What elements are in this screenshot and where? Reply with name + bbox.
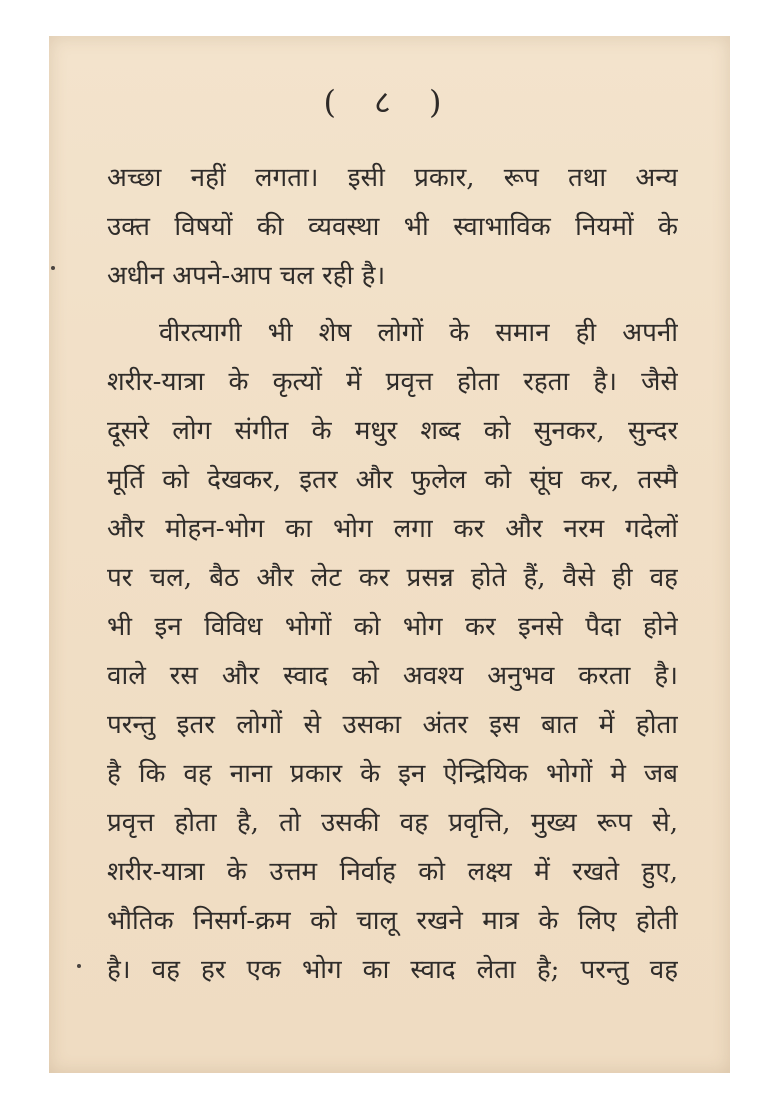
text-line-3: अधीन अपने-आप चल रही है। xyxy=(107,261,386,291)
text-line-8: और मोहन-भोग का भोग लगा कर और नरम गदेलों xyxy=(107,514,678,544)
text-line-14: प्रवृत्त होता है, तो उसकी वह प्रवृत्ति, मुख्य रूप से, xyxy=(107,808,678,838)
text-line-13: है कि वह नाना प्रकार के इन ऐन्द्रियिक भोगों मे जब xyxy=(107,759,678,789)
book-page xyxy=(49,36,730,1073)
ink-speck xyxy=(77,964,81,968)
text-line-17: है। वह हर एक भोग का स्वाद लेता है; परन्तु वह xyxy=(107,955,678,985)
text-line-11: वाले रस और स्वाद को अवश्य अनुभव करता है। xyxy=(107,661,678,691)
text-line-9: पर चल, बैठ और लेट कर प्रसन्न होते हैं, वैसे ही वह xyxy=(107,563,678,593)
text-line-15: शरीर-यात्रा के उत्तम निर्वाह को लक्ष्य में रखते हुए, xyxy=(107,857,678,887)
page-number: ( ८ ) xyxy=(323,83,456,121)
text-line-1: अच्छा नहीं लगता। इसी प्रकार, रूप तथा अन्य xyxy=(107,163,678,193)
text-line-16: भौतिक निसर्ग-क्रम को चालू रखने मात्र के लिए होती xyxy=(107,906,678,936)
text-line-6: दूसरे लोग संगीत के मधुर शब्द को सुनकर, सुन्दर xyxy=(107,416,678,446)
text-line-5: शरीर-यात्रा के कृत्यों में प्रवृत्त होता रहता है। जैसे xyxy=(107,367,678,397)
text-line-10: भी इन विविध भोगों को भोग कर इनसे पैदा होने xyxy=(107,612,678,642)
text-line-4: वीरत्यागी भी शेष लोगों के समान ही अपनी xyxy=(159,318,678,348)
text-line-7: मूर्ति को देखकर, इतर और फुलेल को सूंघ कर, तस्मै xyxy=(107,465,678,495)
text-line-2: उक्त विषयों की व्यवस्था भी स्वाभाविक नियमों के xyxy=(107,212,678,242)
ink-speck xyxy=(51,266,55,270)
text-line-12: परन्तु इतर लोगों से उसका अंतर इस बात में होता xyxy=(107,710,678,740)
